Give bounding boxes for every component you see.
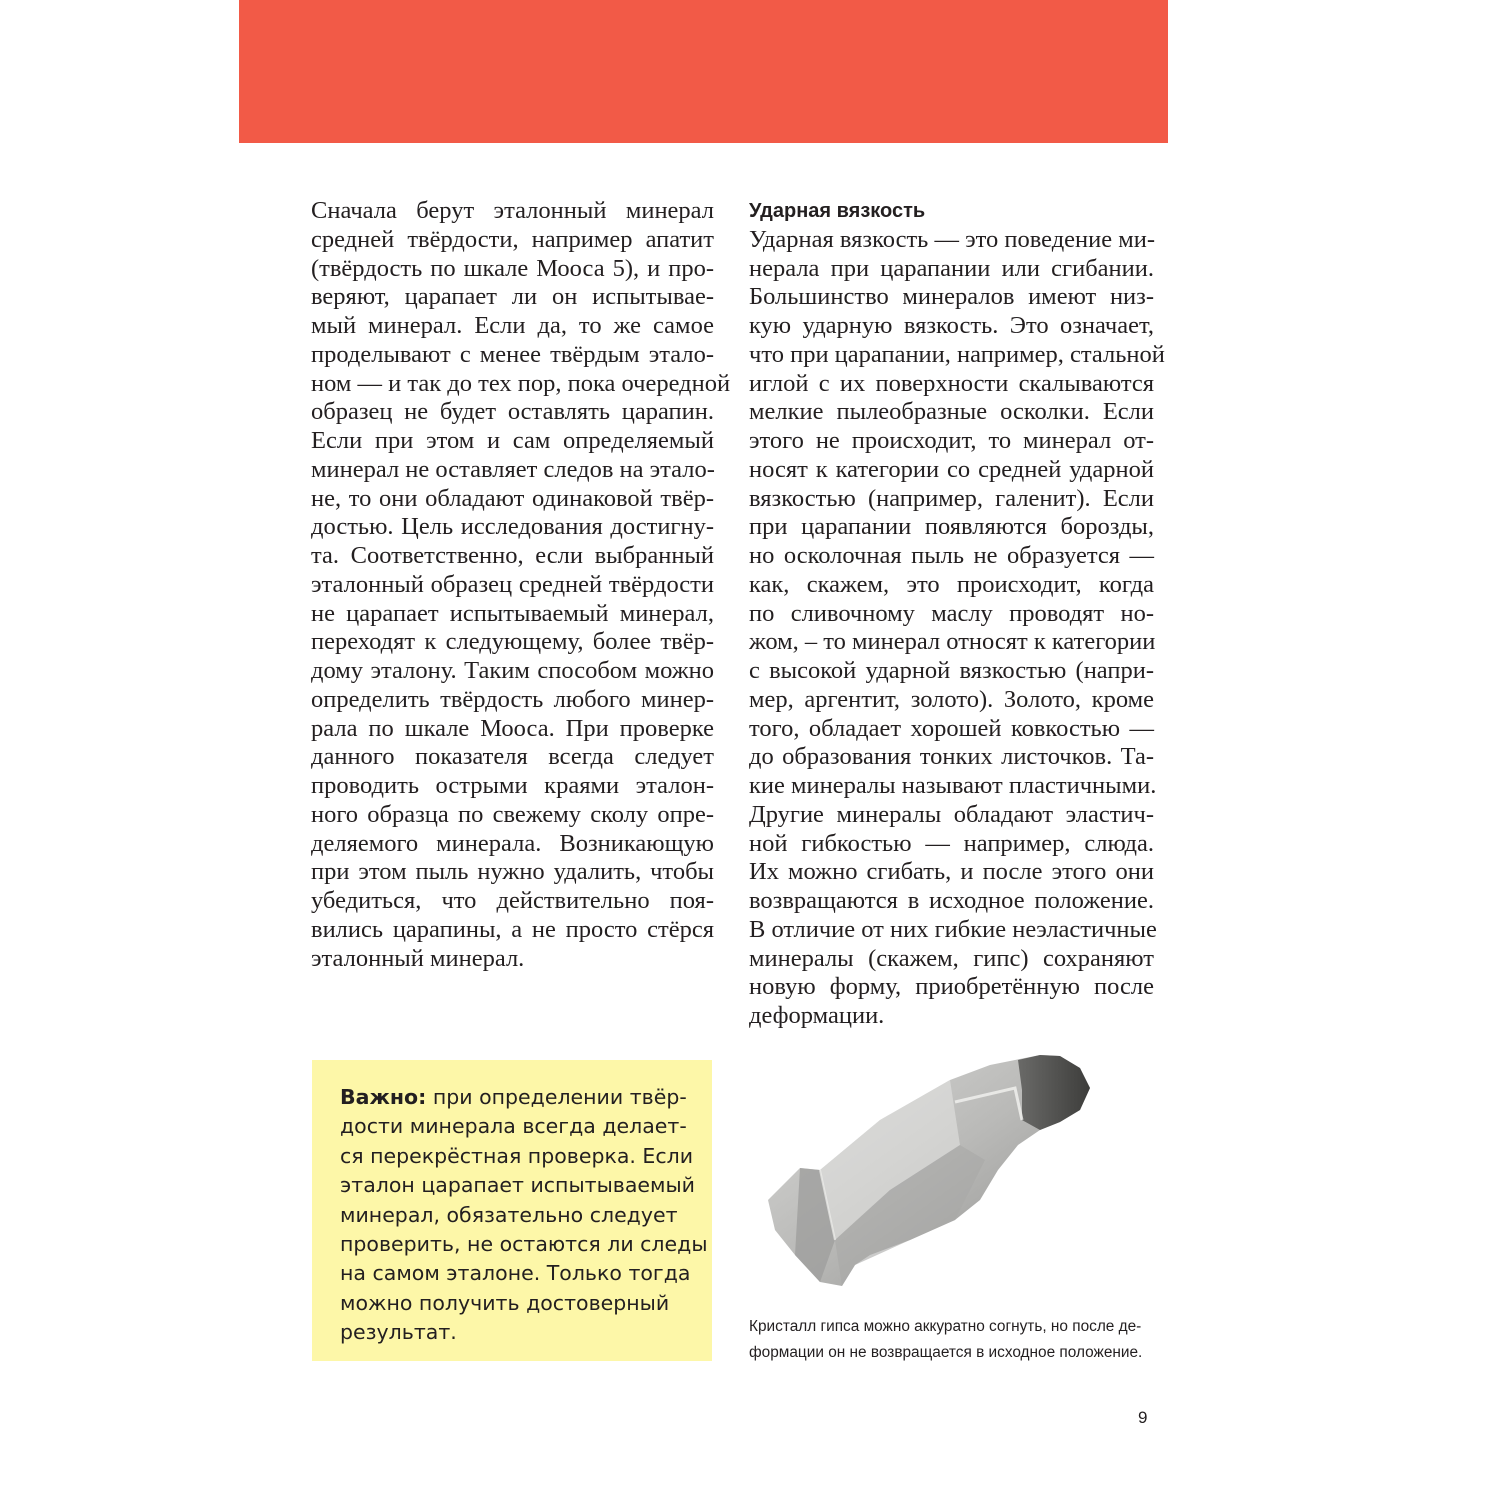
text-line: с высокой ударной вязкостью (напри- xyxy=(749,657,1154,684)
text-line: минералы (скажем, гипс) сохраняют xyxy=(749,944,1154,972)
note-first-line xyxy=(340,1083,686,1112)
text-line: не царапает испытываемый минерал, xyxy=(311,599,714,627)
text-line: что при царапании, например, стальной xyxy=(749,340,1165,368)
text-line: ного образца по свежему сколу опре- xyxy=(311,800,714,828)
text-line: проводить острыми краями эталон- xyxy=(311,772,714,799)
text-line: ном — и так до тех пор, пока очередной xyxy=(311,369,731,397)
text-line: эталонный образец средней твёрдости xyxy=(311,570,714,598)
text-line: эталонный минерал. xyxy=(311,944,525,972)
note-line: проверить, не остаются ли следы xyxy=(340,1232,708,1257)
text-line: при царапании появляются борозды, xyxy=(749,513,1154,541)
text-line: мер, аргентит, золото). Золото, кроме xyxy=(749,685,1154,713)
section-heading: Ударная вязкость xyxy=(749,200,926,222)
note-line: на самом эталоне. Только тогда xyxy=(340,1261,691,1286)
text-line: жом, – то минерал относят к категории xyxy=(749,628,1156,656)
text-line: веряют, царапает ли он испытывае- xyxy=(311,283,714,311)
text-line: Их можно сгибать, и после этого они xyxy=(749,858,1154,886)
note-line: ся перекрёстная проверка. Если xyxy=(340,1143,694,1168)
note-line: дости минерала всегда делает- xyxy=(340,1114,687,1139)
text-line: при этом пыль нужно удалить, чтобы xyxy=(311,858,714,886)
text-line: носят к категории со средней ударной xyxy=(749,455,1154,483)
note-line: минерал, обязательно следует xyxy=(340,1202,678,1227)
text-line: (твёрдость по шкале Мооса 5), и про- xyxy=(311,254,714,282)
gypsum-crystal-photo xyxy=(760,1050,1100,1310)
text-line: В отличие от них гибкие неэластичные xyxy=(749,915,1157,943)
caption-line: Кристалл гипса можно аккуратно согнуть, но после де- xyxy=(749,1318,1142,1335)
text-line: образец не будет оставлять царапин. xyxy=(311,398,714,426)
text-line: ной гибкостью — например, слюда. xyxy=(749,829,1154,857)
text-line: Большинство минералов имеют низ- xyxy=(749,283,1154,311)
text-line: кую ударную вязкость. Это означает, xyxy=(749,312,1154,339)
text-line: до образования тонких листочков. Та- xyxy=(749,743,1154,771)
caption-line: формации он не возвращается в исходное положение. xyxy=(749,1344,1143,1361)
text-line: Если при этом и сам определяемый xyxy=(311,427,714,454)
text-line: Ударная вязкость — это поведение ми- xyxy=(749,225,1156,253)
text-line: того, обладает хорошей ковкостью — xyxy=(749,714,1154,742)
text-line: возвращаются в исходное положение. xyxy=(749,887,1154,914)
text-line: иглой с их поверхности скалываются xyxy=(749,369,1154,397)
note-line: результат. xyxy=(340,1320,457,1345)
text-line: как, скажем, это происходит, когда xyxy=(749,570,1154,598)
text-line: данного показателя всегда следует xyxy=(311,743,714,771)
text-line: этого не происходит, то минерал от- xyxy=(749,427,1154,454)
text-line: переходят к следующему, более твёр- xyxy=(311,628,714,656)
text-line: та. Соответственно, если выбранный xyxy=(311,542,714,569)
text-line: Другие минералы обладают эластич- xyxy=(749,800,1154,828)
text-line: кие минералы называют пластичными. xyxy=(749,772,1157,799)
text-line: вязкостью (например, галенит). Если xyxy=(749,484,1154,512)
photo-caption xyxy=(749,1314,1154,1366)
text-line: убедиться, что действительно поя- xyxy=(311,887,714,914)
text-line: дому эталону. Таким способом можно xyxy=(311,657,714,684)
page-number: 9 xyxy=(1138,1408,1148,1427)
right-text-column xyxy=(749,197,1165,1031)
note-line: эталон царапает испытываемый xyxy=(340,1173,695,1198)
text-line: новую форму, приобретённую после xyxy=(749,973,1154,1001)
text-line: мелкие пылеобразные осколки. Если xyxy=(749,398,1154,426)
note-line: можно получить достоверный xyxy=(340,1290,670,1315)
left-text-column xyxy=(311,197,731,973)
text-line: минерал не оставляет следов на этало- xyxy=(311,455,715,483)
note-first-line-text: при определении твёр- xyxy=(426,1085,687,1109)
important-note-text xyxy=(340,1083,708,1348)
text-line: средней твёрдости, например апатит xyxy=(311,225,714,253)
note-label: Важно: xyxy=(340,1085,427,1109)
text-line: но осколочная пыль не образуется — xyxy=(749,542,1154,569)
text-line: по сливочному маслу проводят но- xyxy=(749,599,1154,627)
text-line: не, то они обладают одинаковой твёр- xyxy=(311,484,714,512)
text-line: вились царапины, а не просто стёрся xyxy=(311,915,714,943)
text-line: Сначала берут эталонный минерал xyxy=(311,197,714,224)
text-line: мый минерал. Если да, то же самое xyxy=(311,312,714,339)
text-line: нерала при царапании или сгибании. xyxy=(749,254,1154,282)
text-line: определить твёрдость любого минер- xyxy=(311,685,714,713)
text-line: достью. Цель исследования достигну- xyxy=(311,513,714,541)
header-banner xyxy=(239,0,1168,143)
text-line: деформации. xyxy=(749,1002,885,1029)
text-line: деляемого минерала. Возникающую xyxy=(311,829,714,857)
text-line: рала по шкале Мооса. При проверке xyxy=(311,714,714,742)
text-line: проделывают с менее твёрдым этало- xyxy=(311,340,714,368)
